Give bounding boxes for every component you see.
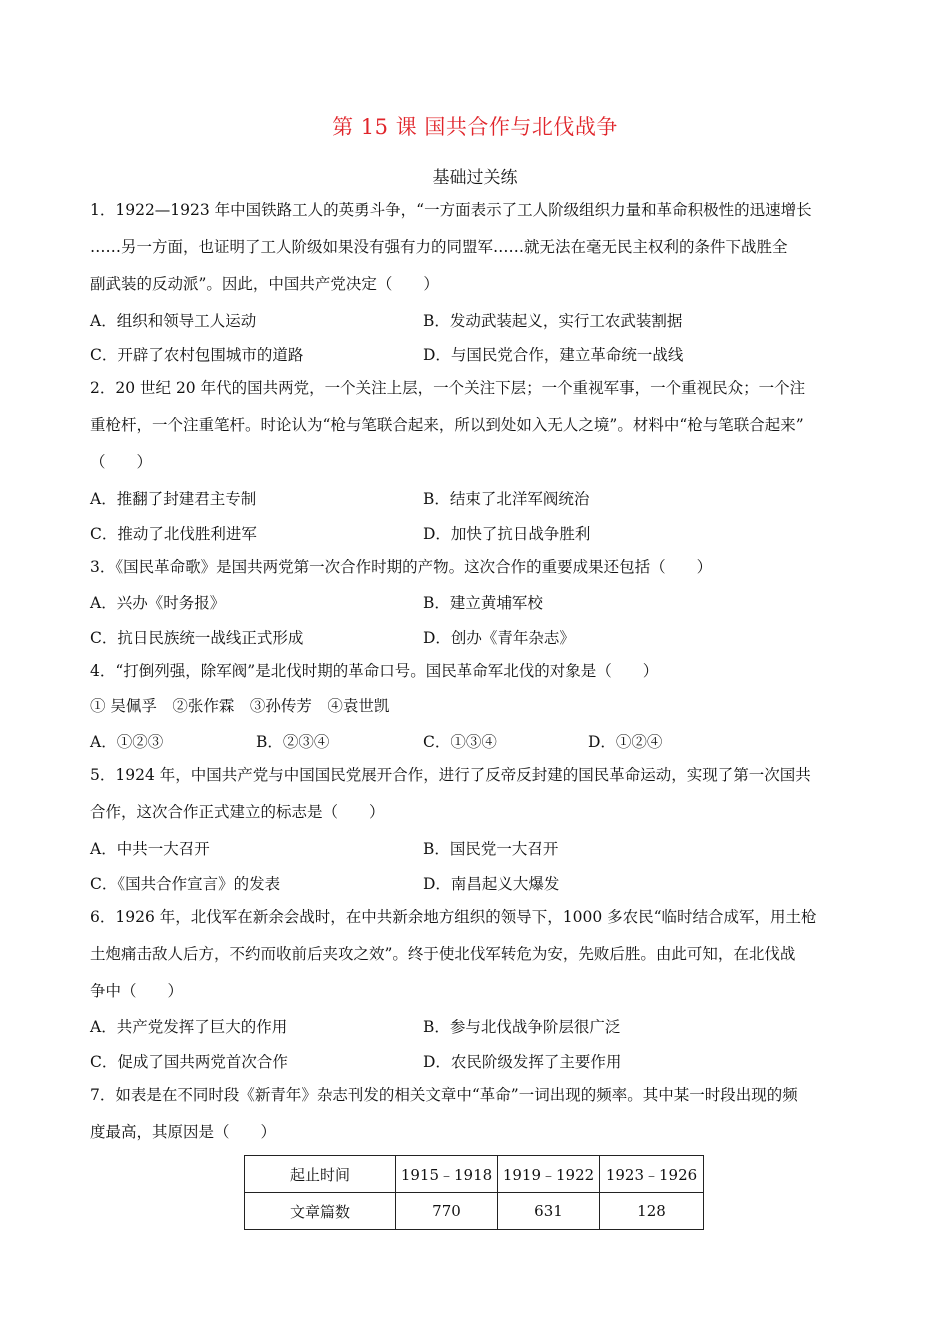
question-1-line-1: 1．1922—1923 年中国铁路工人的英勇斗争，“一方面表示了工人阶级组织力量和革命积极性的迅速增长: [90, 201, 812, 219]
question-1-option-d: D．与国民党合作，建立革命统一战线: [423, 346, 684, 364]
question-2-option-c: C．推动了北伐胜利进军: [90, 525, 257, 543]
question-1-option-c: C．开辟了农村包围城市的道路: [90, 346, 304, 364]
question-5-line-1: 5．1924 年，中国共产党与中国国民党展开合作，进行了反帝反封建的国民革命运动，实现了第一次国共: [90, 766, 811, 784]
table-cell: 770: [396, 1193, 498, 1230]
question-4-option-b: B．②③④: [256, 733, 330, 751]
question-6-option-b: B．参与北伐战争阶层很广泛: [423, 1018, 621, 1036]
question-4-line-2: ① 吴佩孚 ②张作霖 ③孙传芳 ④袁世凯: [90, 697, 390, 715]
question-4-line-1: 4．“打倒列强，除军阀”是北伐时期的革命口号。国民革命军北伐的对象是（ ）: [90, 662, 659, 680]
question-3-option-b: B．建立黄埔军校: [423, 594, 543, 612]
table-header-cell: 起止时间: [245, 1156, 396, 1193]
question-5-option-b: B．国民党一大召开: [423, 840, 559, 858]
question-4-option-c: C．①③④: [423, 733, 497, 751]
table-header-cell: 1923﹣1926: [600, 1156, 704, 1193]
question-2-line-1: 2．20 世纪 20 年代的国共两党，一个关注上层，一个关注下层；一个重视军事，一个重视民众；一个注: [90, 379, 806, 397]
page-title: 第 15 课 国共合作与北伐战争: [332, 115, 618, 139]
table-row: [245, 1193, 704, 1230]
question-6-option-c: C．促成了国共两党首次合作: [90, 1053, 288, 1071]
question-4-option-a: A．①②③: [90, 733, 164, 751]
question-1-option-b: B．发动武装起义，实行工农武装割据: [423, 312, 683, 330]
table-cell: 128: [600, 1193, 704, 1230]
frequency-table: [244, 1155, 704, 1230]
question-4-option-d: D．①②④: [588, 733, 663, 751]
question-3-option-a: A．兴办《时务报》: [90, 594, 226, 612]
question-5-line-2: 合作，这次合作正式建立的标志是（ ）: [90, 803, 385, 821]
question-2-option-a: A．推翻了封建君主专制: [90, 490, 257, 508]
question-6-line-1: 6．1926 年，北伐军在新余会战时，在中共新余地方组织的领导下，1000 多农民“临时结合成军，用土枪: [90, 908, 817, 926]
question-6-option-a: A．共产党发挥了巨大的作用: [90, 1018, 288, 1036]
question-1-line-3: 副武装的反动派”。因此，中国共产党决定（ ）: [90, 275, 439, 293]
question-2-option-b: B．结束了北洋军阀统治: [423, 490, 590, 508]
question-1-option-a: A．组织和领导工人运动: [90, 312, 257, 330]
question-6-line-3: 争中（ ）: [90, 982, 184, 1000]
table-header-row: [245, 1156, 704, 1193]
question-6-line-2: 土炮痛击敌人后方，不约而收前后夹攻之效”。终于使北伐军转危为安，先败后胜。由此可知，在北伐战: [90, 945, 796, 963]
question-2-option-d: D．加快了抗日战争胜利: [423, 525, 591, 543]
question-5-option-a: A．中共一大召开: [90, 840, 210, 858]
table-cell: 631: [498, 1193, 600, 1230]
section-subtitle: 基础过关练: [432, 168, 518, 188]
question-3-option-d: D．创办《青年杂志》: [423, 629, 575, 647]
table-cell: 文章篇数: [245, 1193, 396, 1230]
question-5-option-c: C．《国共合作宣言》的发表: [90, 875, 281, 893]
question-2-line-3: （ ）: [90, 453, 153, 471]
question-2-line-2: 重枪杆，一个注重笔杆。时论认为“枪与笔联合起来，所以到处如入无人之境”。材料中“枪与笔联合起来”: [90, 416, 804, 434]
question-6-option-d: D．农民阶级发挥了主要作用: [423, 1053, 622, 1071]
question-5-option-d: D．南昌起义大爆发: [423, 875, 560, 893]
question-3-line-1: 3．《国民革命歌》是国共两党第一次合作时期的产物。这次合作的重要成果还包括（ ）: [90, 558, 713, 576]
question-7-line-1: 7．如表是在不同时段《新青年》杂志刊发的相关文章中“革命”一词出现的频率。其中某一时段出现的频: [90, 1086, 798, 1104]
question-1-line-2: ……另一方面，也证明了工人阶级如果没有强有力的同盟军……就无法在毫无民主权利的条件下战胜全: [90, 238, 788, 256]
question-3-option-c: C．抗日民族统一战线正式形成: [90, 629, 304, 647]
question-7-line-2: 度最高，其原因是（ ）: [90, 1123, 277, 1141]
table-header-cell: 1915﹣1918: [396, 1156, 498, 1193]
table-header-cell: 1919﹣1922: [498, 1156, 600, 1193]
